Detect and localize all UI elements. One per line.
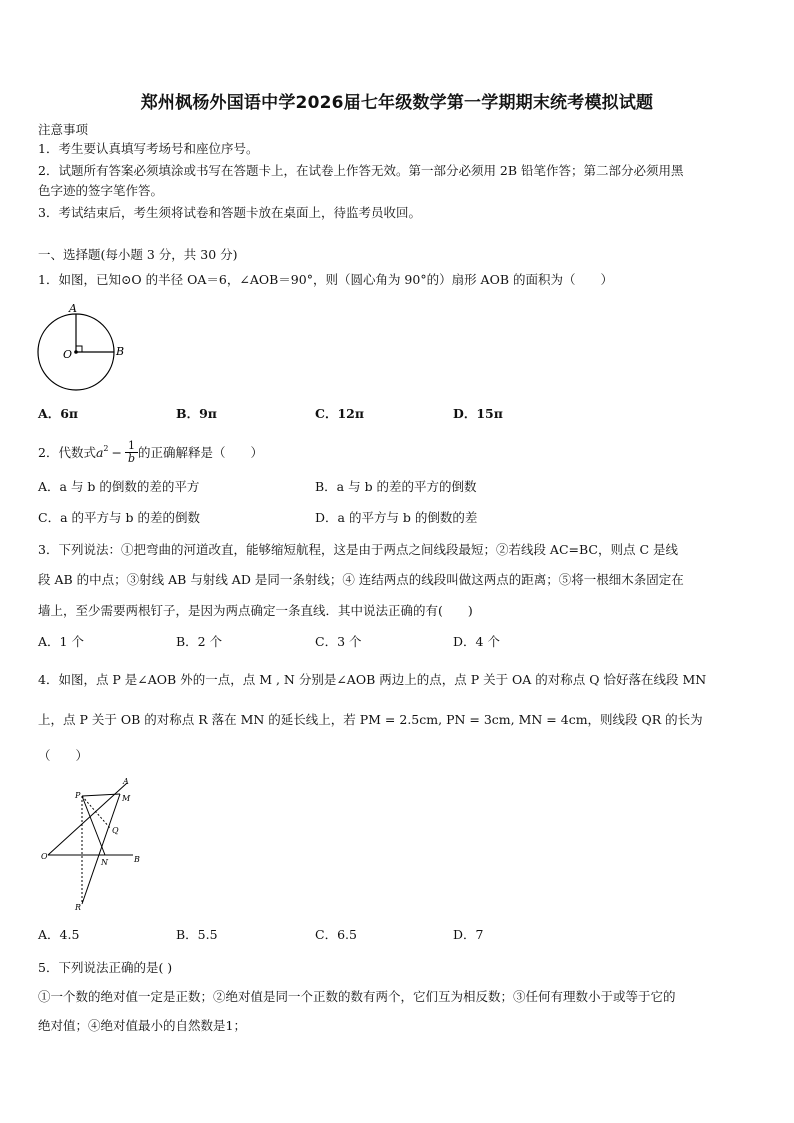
question-5-line-1: ①一个数的绝对值一定是正数；②绝对值是同一个正数的数有两个，它们互为相反数；③任何有理数小于或等于它的 (38, 989, 676, 1004)
q4-label-p: P (75, 791, 81, 800)
q2-expr-minus: − (111, 444, 122, 460)
question-1-figure (30, 298, 140, 398)
question-5-text: 5．下列说法正确的是( ) (38, 960, 173, 975)
q3-option-b[interactable]: B．2 个 (176, 634, 223, 649)
q4-label-b: B (134, 855, 140, 864)
q2-expr-a: a (95, 444, 104, 460)
q1-option-b[interactable]: B．9π (176, 406, 217, 421)
notice-item-1: 1．考生要认真填写考场号和座位序号。 (38, 141, 259, 156)
question-1-text: 1．如图，已知⊙O 的半径 OA＝6，∠AOB＝90°，则（圆心角为 90°的）扇形 AOB 的面积为（ ） (38, 272, 613, 287)
q1-option-a[interactable]: A．6π (38, 406, 79, 421)
q2-option-c[interactable]: C．a 的平方与 b 的差的倒数 (38, 510, 200, 525)
question-3-line-3: 墙上，至少需要两根钉子，是因为两点确定一条直线．其中说法正确的有( ) (38, 603, 473, 618)
q4-option-d[interactable]: D．7 (453, 927, 484, 942)
q2-text-post: 的正确解释是（ ） (138, 444, 264, 460)
question-4-figure (38, 774, 158, 914)
q3-option-a[interactable]: A．1 个 (38, 634, 84, 649)
question-4-line-3: （ ） (38, 748, 89, 763)
q4-option-a[interactable]: A．4.5 (38, 927, 80, 942)
q2-option-a[interactable]: A．a 与 b 的倒数的差的平方 (38, 479, 200, 494)
notice-item-2: 2．试题所有答案必须填涂或书写在答题卡上，在试卷上作答无效。第一部分必须用 2B 铅笔作答；第二部分必须用黑 (38, 163, 684, 178)
question-2-text (38, 440, 263, 465)
question-4-line-1: 4．如图，点 P 是∠AOB 外的一点，点 M , N 分别是∠AOB 两边上的点，点 P 关于 OA 的对称点 Q 恰好落在线段 MN (38, 672, 707, 687)
q3-option-d[interactable]: D．4 个 (453, 634, 500, 649)
q2-fraction (125, 440, 138, 465)
q2-expr-exp: 2 (103, 443, 109, 453)
q1-label-o: O (63, 348, 73, 361)
section-heading: 一、选择题(每小题 3 分，共 30 分) (38, 247, 238, 262)
notice-item-2-cont: 色字迹的签字笔作答。 (38, 183, 164, 198)
q4-label-q: Q (112, 826, 119, 835)
q4-label-n: N (101, 858, 108, 867)
q4-option-b[interactable]: B．5.5 (176, 927, 218, 942)
exam-title: 郑州枫杨外国语中学2026届七年级数学第一学期期末统考模拟试题 (140, 93, 654, 113)
q4-label-o: O (41, 852, 48, 861)
q1-option-d[interactable]: D．15π (453, 406, 503, 421)
q4-option-c[interactable]: C．6.5 (315, 927, 357, 942)
q1-label-b: B (116, 345, 125, 358)
question-3-line-2: 段 AB 的中点；③射线 AB 与射线 AD 是同一条射线；④ 连结两点的线段叫做这两点的距离；⑤将一根细木条固定在 (38, 572, 684, 587)
question-5-line-2: 绝对值；④绝对值最小的自然数是1； (38, 1018, 246, 1033)
notice-item-3: 3．考试结束后，考生须将试卷和答题卡放在桌面上，待监考员收回。 (38, 205, 421, 220)
q2-fraction-num: 1 (128, 439, 135, 452)
q2-text-pre: 2．代数式 (38, 444, 96, 460)
q4-label-a: A (123, 777, 129, 786)
q4-label-m: M (122, 794, 131, 803)
q2-option-d[interactable]: D．a 的平方与 b 的倒数的差 (315, 510, 478, 525)
question-3-line-1: 3．下列说法：①把弯曲的河道改直，能够缩短航程，这是由于两点之间线段最短；②若线段 AC=BC，则点 C 是线 (38, 542, 678, 557)
q3-option-c[interactable]: C．3 个 (315, 634, 362, 649)
q2-option-b[interactable]: B．a 与 b 的差的平方的倒数 (315, 479, 477, 494)
q2-fraction-den: b (125, 452, 138, 465)
q4-label-r: R (75, 903, 82, 912)
notice-heading: 注意事项 (38, 122, 89, 137)
q1-option-c[interactable]: C．12π (315, 406, 364, 421)
q1-label-a: A (69, 302, 77, 315)
question-4-line-2: 上，点 P 关于 OB 的对称点 R 落在 MN 的延长线上，若 PM = 2.5cm, PN = 3cm, MN = 4cm，则线段 QR 的长为 (38, 712, 703, 727)
